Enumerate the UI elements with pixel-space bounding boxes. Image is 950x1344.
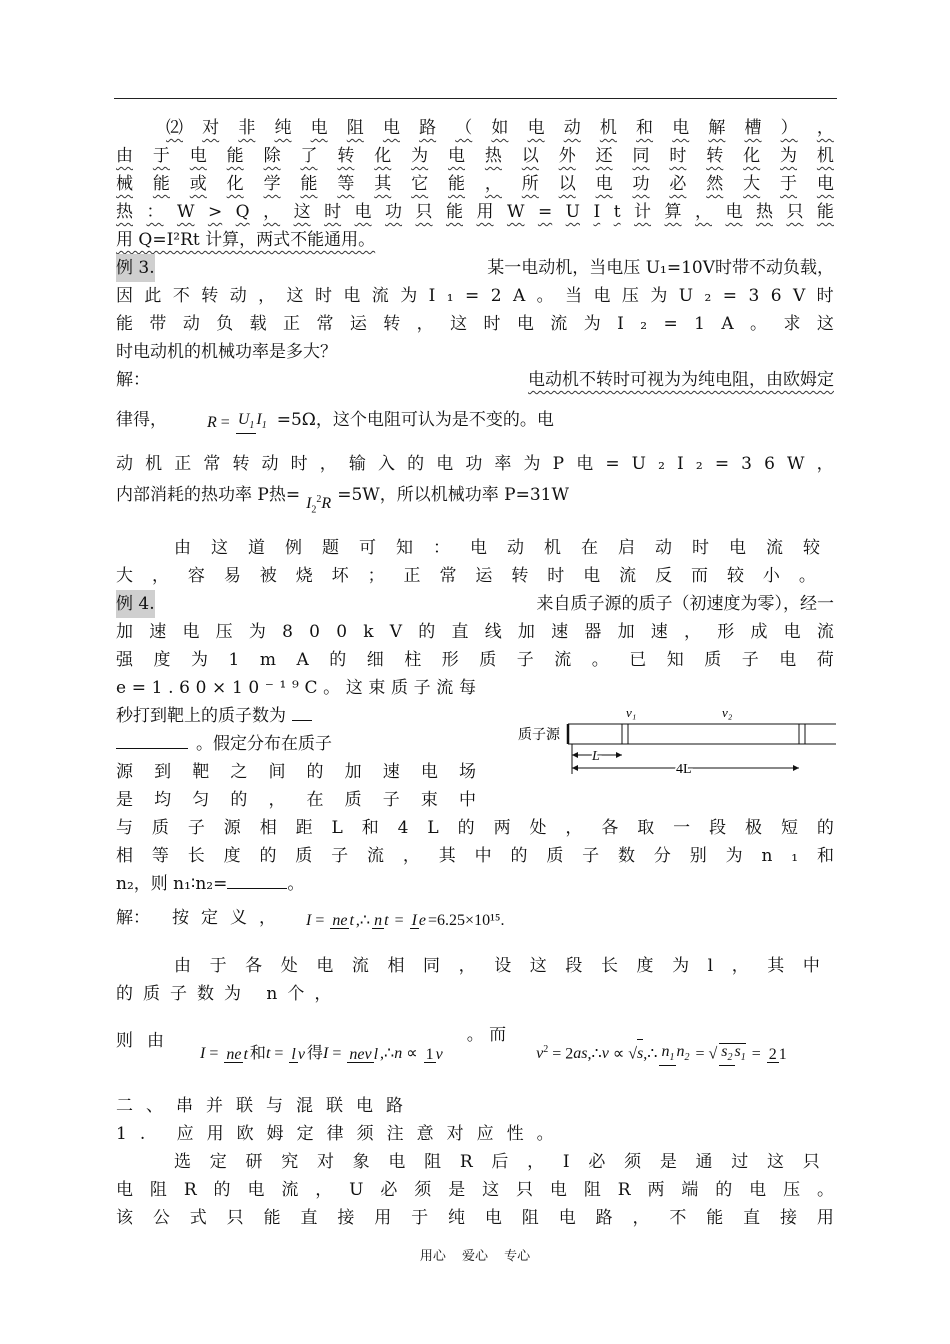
section2-line3: 该 公 式 只 能 直 接 用 于 纯 电 阻 电 路 ， 不 能 直 接 用 <box>116 1208 834 1228</box>
header-rule <box>114 98 837 99</box>
definition-formula: I = ne t ,∴ n t = I e =6.25×10¹⁵. <box>306 912 505 930</box>
ex4-line1: 例 4. 来自质子源的质子（初速度为零），经一 <box>116 590 834 618</box>
para1-line5: 用 Q=I²Rt 计算，两式不能通用。 <box>116 230 376 250</box>
ex4-line3: 强 度 为 1 m A 的 细 柱 形 质 子 流 。 已 知 质 子 电 荷 <box>116 650 834 670</box>
page-footer: 用心 爱心 专心 <box>419 1249 531 1264</box>
velocity-formula: I = ne t 和t = l v 得I = nev l ,∴n ∝ 1 v <box>200 1045 443 1063</box>
ex4-sol-line1: 解： 按定义， I = ne t ,∴ n t = I e =6.25×10¹⁵. <box>116 904 834 932</box>
ex4-line4: e = 1 . 6 0 × 1 0 ⁻ ¹ ⁹ C 。 这 束 质 子 流 每 <box>116 678 476 698</box>
fig-L-label: L <box>592 749 600 764</box>
ex4-line8: 是 均 匀 的 ， 在 质 子 束 中 <box>116 790 476 810</box>
answer-blank-2 <box>227 872 287 889</box>
fig-v2-label: v₂ <box>722 705 733 720</box>
answer-blank-1a <box>292 704 312 721</box>
conclusion-line1: 由 这 道 例 题 可 知 ： 电 动 机 在 启 动 时 电 流 较 <box>174 538 820 558</box>
ex4-sol-line4: 则由 I = ne t 和t = l v 得I = nev l ,∴n ∝ 1 v 。 而 $v^2$ = 2as,∴v ∝ √s,∴ $n_1$ $n_2$ = √ $s_2$ $s_1 = 2$ 1 <box>116 1024 834 1072</box>
ex3-line1: 例 3. 某一电动机，当电压 U₁=10V时带不动负载， <box>116 254 834 282</box>
ex3-line2: 因 此 不 转 动 ， 这 时 电 流 为 I ₁ = 2 A 。 当 电 压 为 U ₂ = 3 6 V 时 <box>116 286 834 306</box>
ex4-line10: 相 等 长 度 的 质 子 流 ， 其 中 的 质 子 数 分 别 为 n ₁ 和 <box>116 846 834 866</box>
ex4-line7: 源 到 靶 之 间 的 加 速 电 场 <box>116 762 476 782</box>
para1-line4: 热 ： W > Q ， 这 时 电 功 只 能 用 W = U I t 计 算 ， 电 热 只 能 <box>116 202 834 222</box>
ex4-sol-line3: 的质子数为 n个， <box>116 984 342 1004</box>
ex4-sol-line2: 由 于 各 处 电 流 相 同 ， 设 这 段 长 度 为 l ， 其 中 <box>174 956 820 976</box>
section2-heading: 二、串并联与混联电路 <box>116 1096 416 1116</box>
fig-v1-label: v₁ <box>626 705 637 720</box>
answer-blank-1b <box>116 732 188 749</box>
para1-line2: 由 于 电 能 除 了 转 化 为 电 热 以 外 还 同 时 转 化 为 机 <box>116 146 834 166</box>
ex4-label: 例 4. <box>116 590 155 618</box>
section2-item1: 1. 应用欧姆定律须注意对应性。 <box>116 1124 567 1144</box>
ex4-line6: 。假定分布在质子 <box>116 730 476 758</box>
section2-line2: 电 阻 R 的 电 流 ， U 必 须 是 这 只 电 阻 R 两 端 的 电 压 。 <box>116 1180 834 1200</box>
section2-line1: 选 定 研 究 对 象 电 阻 R 后 ， I 必 须 是 通 过 这 只 <box>174 1152 820 1172</box>
ex4-line5: 秒打到靶上的质子数为 <box>116 702 476 730</box>
ex3-label: 例 3. <box>116 254 155 282</box>
para1-line3: 械 能 或 化 学 能 等 其 它 能 ， 所 以 电 功 必 然 大 于 电 <box>116 174 834 194</box>
heat-formula: $I_2^2R$ <box>306 494 332 516</box>
ex3-sol-line3: 动 机 正 常 转 动 时 ， 输 入 的 电 功 率 为 P 电 = U ₂ I ₂ = 3 6 W ， <box>116 454 834 474</box>
ratio-formula: $v^2$ = 2as,∴v ∝ √s,∴ $n_1$ $n_2$ = √ $s_2$ $s_1 = 2$ 1 <box>536 1036 789 1068</box>
ex3-sol-line1: 解： 电动机不转时可视为为纯电阻，由欧姆定 <box>116 370 834 390</box>
ex3-line4: 时电动机的机械功率是多大？ <box>116 342 337 362</box>
ex3-line3: 能 带 动 负 载 正 常 运 转 ， 这 时 电 流 为 I ₂ = 1 A 。 求 这 <box>116 314 834 334</box>
ohm-formula: $R = U_1$ $I_1$ <box>207 409 269 437</box>
ex4-line11: n₂，则 n₁∶n₂= 。 <box>116 874 305 894</box>
conclusion-line2: 大 ， 容 易 被 烧 坏 ； 正 常 运 转 时 电 流 反 而 较 小 。 <box>116 566 816 586</box>
accelerator-figure <box>516 700 838 782</box>
fig-source-label: 质子源 <box>518 728 560 743</box>
ex3-sol-line4: 内部消耗的热功率 P热= $I_2^2R$ =5W，所以机械功率 P=31W <box>116 478 834 506</box>
ex3-sol-line2: 律得， $R = U_1$ $I_1$ =5Ω，这个电阻可认为是不变的。电 <box>116 406 834 434</box>
ex4-line9: 与 质 子 源 相 距 L 和 4 L 的 两 处 ， 各 取 一 段 极 短 的 <box>116 818 834 838</box>
ex4-line2: 加 速 电 压 为 8 0 0 k V 的 直 线 加 速 器 加 速 ， 形 成 电 流 <box>116 622 834 642</box>
fig-4L-label: 4L <box>676 762 692 777</box>
para1-line1: ⑵ 对 非 纯 电 阻 电 路 （ 如 电 动 机 和 电 解 槽 ） ， <box>166 118 834 138</box>
